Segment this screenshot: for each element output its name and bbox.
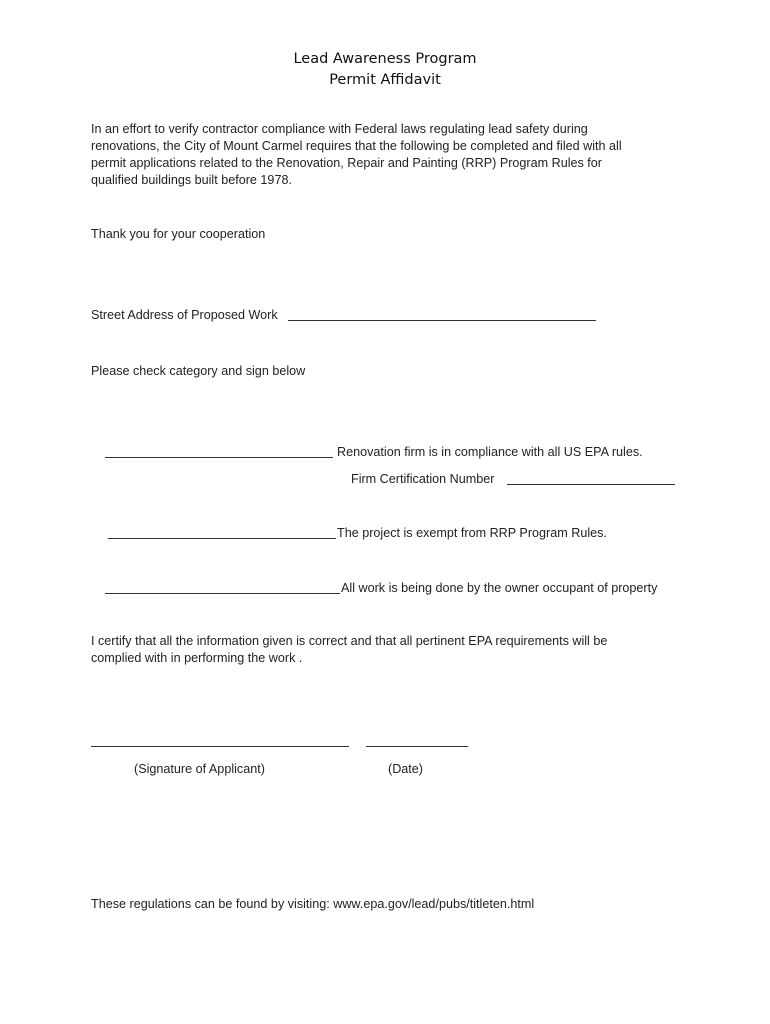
check-instruction: Please check category and sign below <box>91 364 306 378</box>
intro-paragraph-line-3: permit applications related to the Renovation, Repair and Painting (RRP) Program Rules for <box>91 156 602 170</box>
signature-label: (Signature of Applicant) <box>134 762 265 776</box>
document-subtitle: Permit Affidavit <box>329 72 441 88</box>
document-title: Lead Awareness Program <box>293 51 477 67</box>
firm-cert-field[interactable] <box>507 484 675 485</box>
date-label: (Date) <box>388 762 423 776</box>
certify-statement-line-2: complied with in performing the work . <box>91 651 303 665</box>
footer-regulations-link: These regulations can be found by visiting: www.epa.gov/lead/pubs/titleten.html <box>91 897 535 911</box>
owner-occupant-label: All work is being done by the owner occupant of property <box>341 581 658 595</box>
renovation-compliance-label: Renovation firm is in compliance with all US EPA rules. <box>337 445 643 459</box>
date-field[interactable] <box>366 746 468 747</box>
intro-paragraph-line-2: renovations, the City of Mount Carmel requires that the following be completed and filed with all <box>91 139 622 153</box>
thanks-text: Thank you for your cooperation <box>91 227 266 241</box>
renovation-compliance-checkline[interactable] <box>105 457 333 458</box>
certify-statement-line-1: I certify that all the information given is correct and that all pertinent EPA requirements will be <box>91 634 608 648</box>
rrp-exempt-label: The project is exempt from RRP Program Rules. <box>337 526 607 540</box>
intro-paragraph-line-4: qualified buildings built before 1978. <box>91 173 292 187</box>
owner-occupant-checkline[interactable] <box>105 593 340 594</box>
street-address-label: Street Address of Proposed Work <box>91 308 278 322</box>
signature-field[interactable] <box>91 746 349 747</box>
rrp-exempt-checkline[interactable] <box>108 538 336 539</box>
street-address-field[interactable] <box>288 320 596 321</box>
firm-cert-label: Firm Certification Number <box>351 472 495 486</box>
intro-paragraph-line-1: In an effort to verify contractor compliance with Federal laws regulating lead safety during <box>91 122 588 136</box>
